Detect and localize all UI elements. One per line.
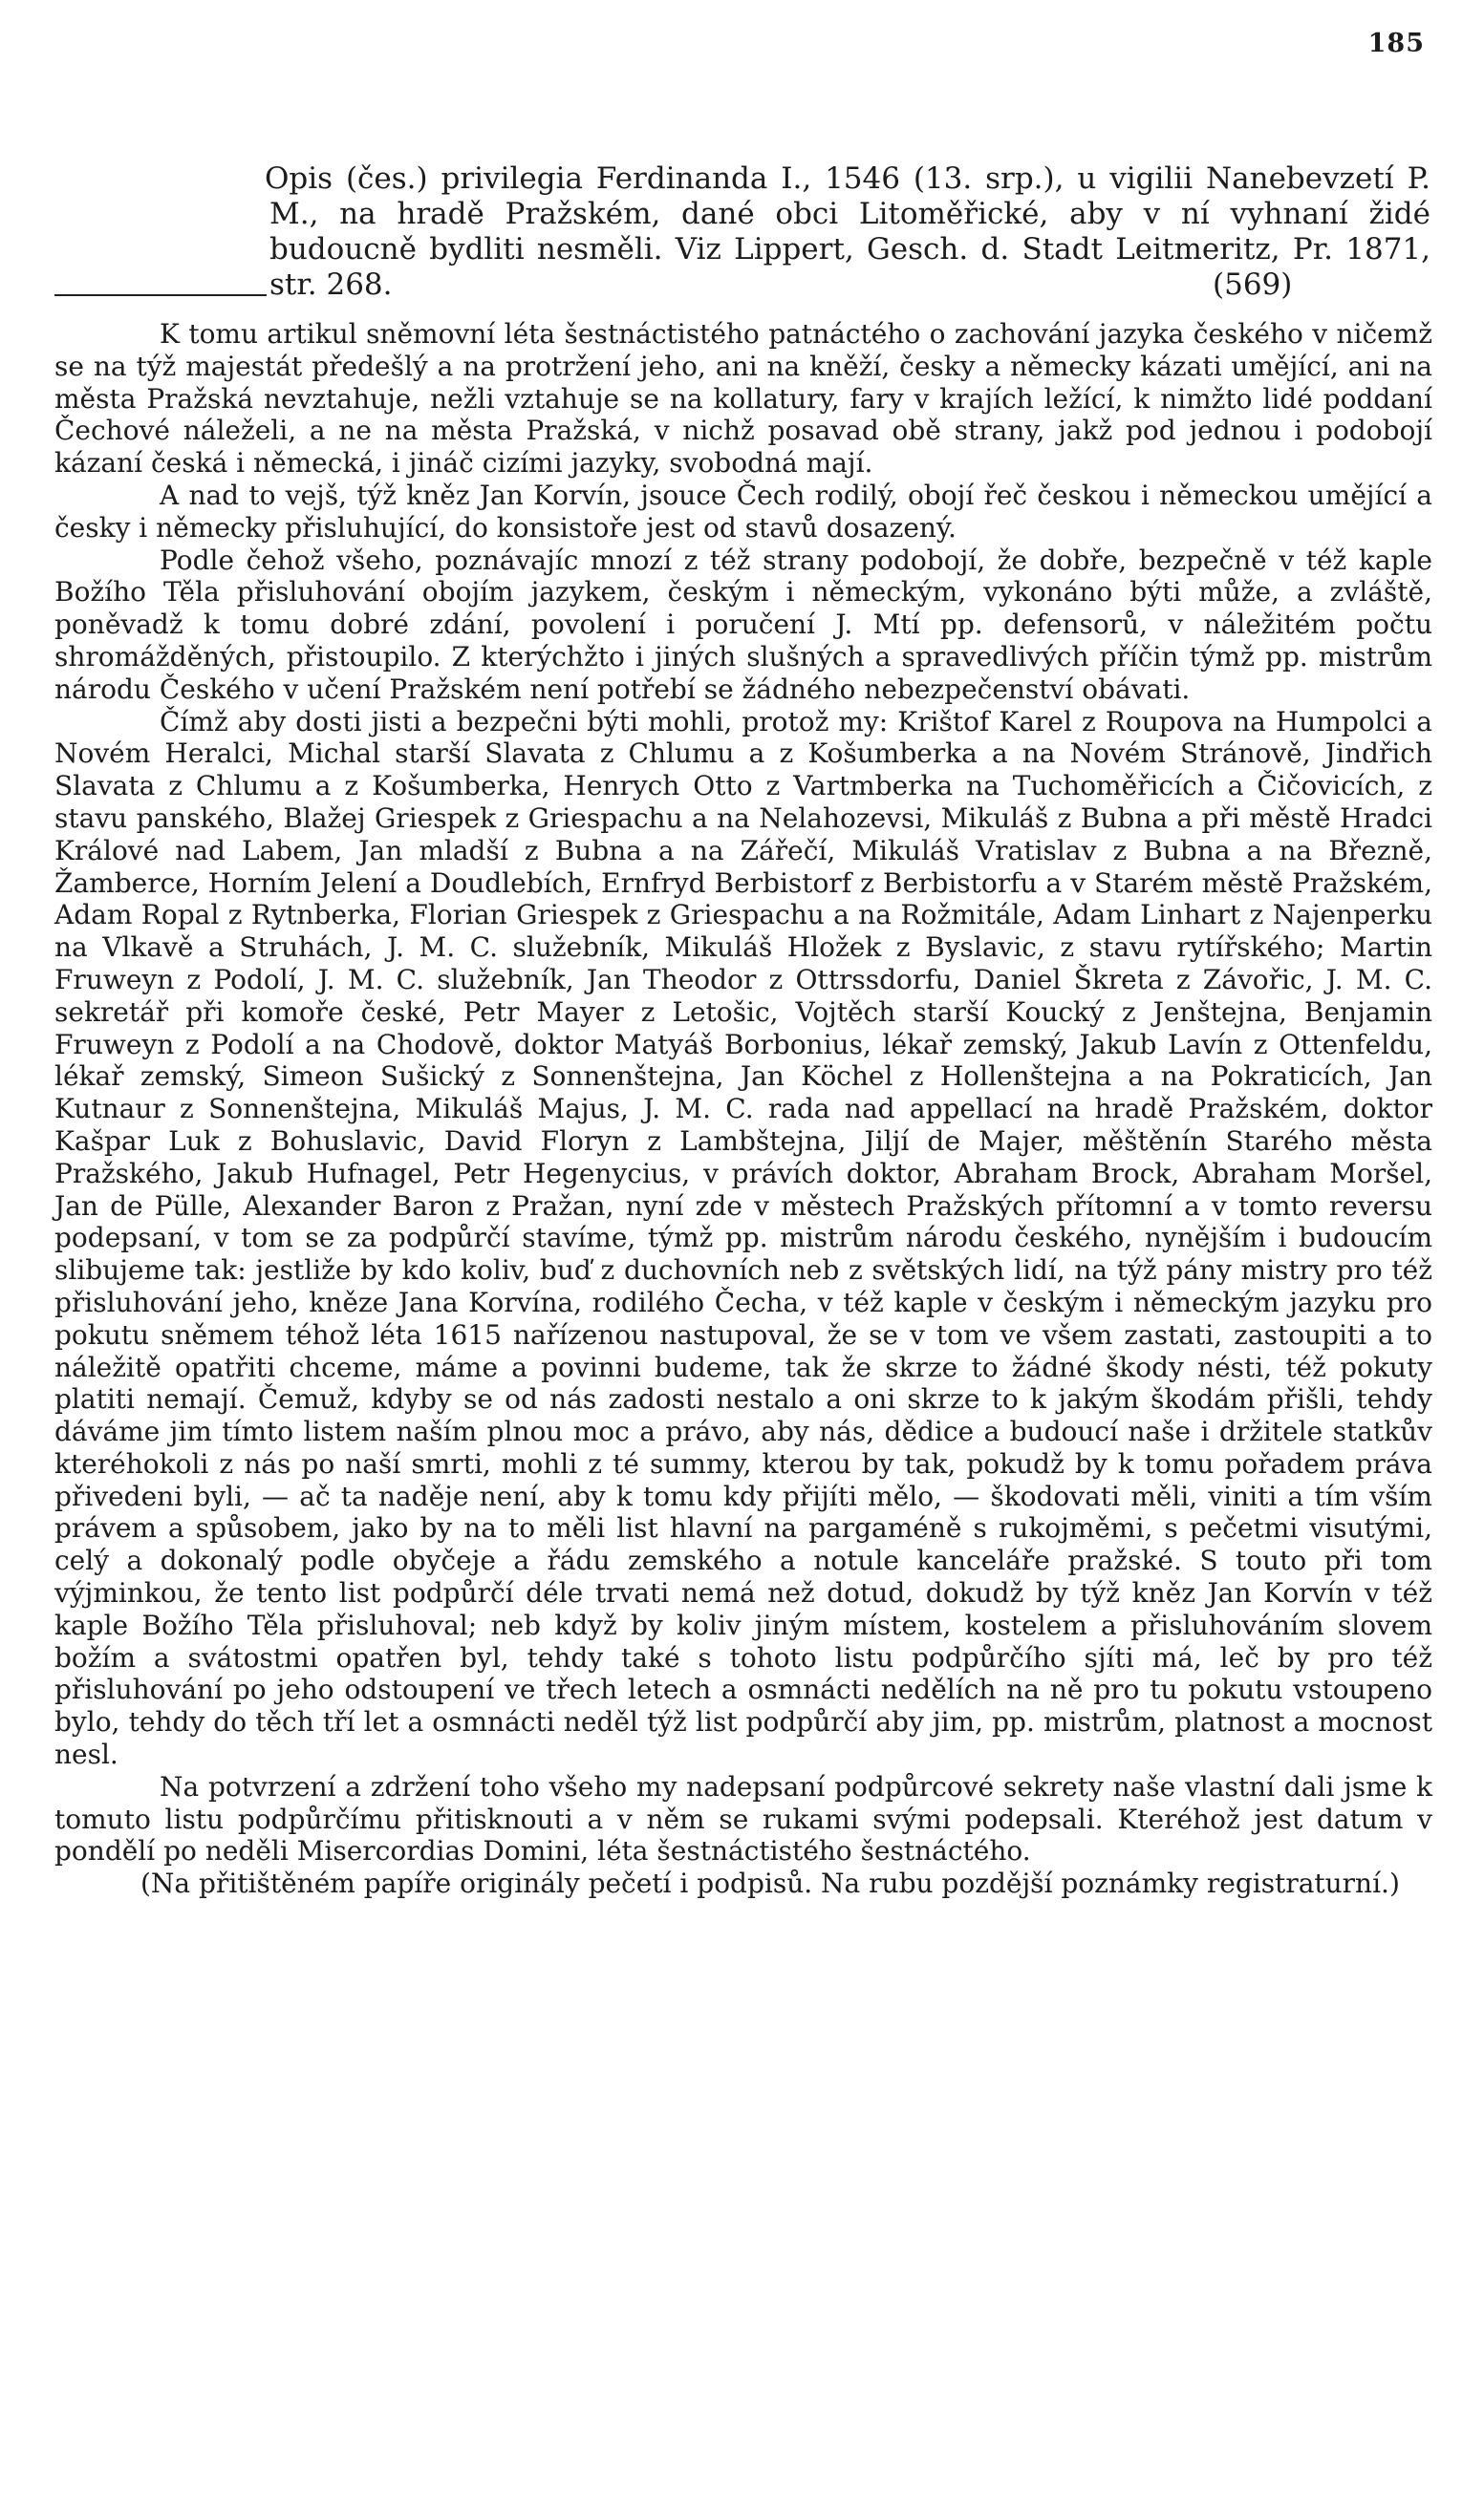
document-body — [54, 318, 1432, 1900]
entry-regest-paragraph: Opis (čes.) privilegia Ferdinanda I., 1546 (13. srp.), u vigilii Nanebevzetí P. M., na hradě Pražském, dané obci Litoměřické, aby v ní vyhnaní židé budoucně bydliti nesměli. Viz Lippert, Gesch. d. Stadt Leitmeritz, Pr. 1871, str. 268. (569) — [54, 161, 1430, 303]
entry-header — [54, 132, 1430, 332]
paragraph-korvin-appointment: A nad to vejš, týž kněz Jan Korvín, jsouce Čech rodilý, obojí řeč českou i německou umějící a česky i německy přisluhující, do konsistoře jest od stavů dosazený. — [54, 479, 1432, 544]
paragraph-language-article: K tomu artikul sněmovní léta šestnáctistého patnáctého o zachování jazyka českého v ničemž se na týž majestát předešlý a na protržení jeho, ani na kněží, česky a německy kázati umějící, ani na města Pražská nevztahuje, nežli vztahuje se na kollatury, fary v krajích ležící, k nimžto lidé poddaní Čechové náleželi, a ne na města Pražská, v nichž posavad obě strany, jakž pod jednou i podobojí kázaní česká i německá, i jináč cizími jazyky, svobodná mají. — [54, 318, 1432, 480]
entry-regest: Opis (čes.) privilegia Ferdinanda I., 1546 (13. srp.), u vigilii Nanebevzetí P. M., na hradě Pražském, dané obci Litoměřické, aby v ní vyhnaní židé budoucně bydliti nesměli. Viz Lippert, Gesch. d. Stadt Leitmeritz, Pr. 1871, str. 268. — [265, 161, 1430, 302]
paragraph-reasons: Podle čehož všeho, poznávajíc mnozí z též strany podobojí, že dobře, bezpečně v též kaple Božího Těla přisluhování obojím jazykem, českým i německým, vykonáno býti může, a zvláště, poněvadž k tomu dobré zdání, povolení i poručení J. Mtí pp. defensorů, v náležitém počtu shromážděných, přistoupilo. Z kterýchžto i jiných slušných a spravedlivých příčin týmž pp. mistrům národu Českého v učení Pražském není potřebí se žádného nebezpečenství obávati. — [54, 544, 1432, 705]
section-divider — [54, 294, 267, 296]
closing-note: (Na přitištěném papíře originály pečetí i podpisů. Na rubu pozdější poznámky registraturní.) — [140, 1868, 1400, 1900]
page-number: 185 — [1367, 29, 1425, 58]
paragraph-guarantors: Čímž aby dosti jisti a bezpečni býti mohli, protož my: Krištof Karel z Roupova na Humpolci a Novém Heralci, Michal starší Slavata z Chlumu a z Košumberka a na Novém Stránově, Jindřich Slavata z Chlumu a z Košumberka, Henrych Otto z Vartmberka na Tuchoměřicích a Čičovicích, z stavu panského, Blažej Griespek z Griespachu a na Nelahozevsi, Mikuláš z Bubna a při městě Hradci Králové nad Labem, Jan mladší z Bubna a na Zářečí, Mikuláš Vratislav z Bubna a na Březně, Žamberce, Horním Jelení a Doudlebích, Ernfryd Berbistorf z Berbistorfu a v Starém městě Pražském, Adam Ropal z Rytnberka, Florian Griespek z Griespachu a na Rožmitále, Adam Linhart z Najenperku na Vlkavě a Struhách, J. M. C. služebník, Mikuláš Hložek z Byslavic, z stavu rytířského; Martin Fruweyn z Podolí, J. M. C. služebník, Jan Theodor z Ottrssdorfu, Daniel Škreta z Závořic, J. M. C. sekretář při komoře české, Petr Mayer z Letošic, Vojtěch starší Koucký z Jenštejna, Benjamin Fruweyn z Podolí a na Chodově, doktor Matyáš Borbonius, lékař zemský, Jakub Lavín z Ottenfeldu, lékař zemský, Simeon Sušický z Sonnenštejna, Jan Köchel z Hollenštejna a na Pokraticích, Jan Kutnaur z Sonnenštejna, Mikuláš Majus, J. M. C. rada nad appellací na hradě Pražském, doktor Kašpar Luk z Bohuslavic, David Floryn z Lambštejna, Jiljí de Majer, měštěnín Starého města Pražského, Jakub Hufnagel, Petr Hegenycius, v právích doktor, Abraham Brock, Abraham Moršel, Jan de Pülle, Alexander Baron z Pražan, nyní zde v městech Pražských přítomní a v tomto reversu podepsaní, v tom se za podpůrčí stavíme, týmž pp. mistrům národu českého, nynějším i budoucím slibujeme tak: jestliže by kdo koliv, buď z duchovních neb z světských lidí, na týž pány mistry pro též přisluhování jeho, kněze Jana Korvína, rodilého Čecha, v též kaple v českým i německým jazyku pro pokutu sněmem téhož léta 1615 nařízenou nastupoval, že se v tom ve všem zastati, zastoupiti a to náležitě opatřiti chceme, máme a povinni budeme, tak že skrze to žádné škody nésti, též pokuty platiti nemají. Čemuž, kdyby se od nás zadosti nestalo a oni skrze to k jakým škodám přišli, tehdy dáváme jim tímto listem naším plnou moc a právo, aby nás, dědice a budoucí naše i držitele statkův kteréhokoli z nás po naší smrti, mohli z té summy, kterou by tak, pokudž by k tomu pořadem práva přivedeni byli, — ač ta naděje není, aby k tomu kdy přijíti mělo, — škodovati měli, viniti a tím vším právem a spůsobem, jako by na to měli list hlavní na pargaméně s rukojměmi, s pečetmi visutými, celý a dokonalý podle obyčeje a řádu zemského a notule kanceláře pražské. S touto při tom výjminkou, že tento list podpůrčí déle trvati nemá než dotud, dokudž by týž kněz Jan Korvín v též kaple Božího Těla přisluhoval; neb když by koliv jiným místem, kostelem a přisluhováním slovem božím a svátostmi opatřen byl, tehdy také s tohoto listu podpůrčího sjíti má, leč by pro též přisluhování po jeho odstoupení ve třech letech a osmnácti nedělích na ně pro tu pokutu vstoupeno bylo, tehdy do těch tří let a osmnácti neděl týž list podpůrčí aby jim, pp. mistrům, platnost a mocnost nesl. — [54, 705, 1432, 1771]
paragraph-seals: Na potvrzení a zdržení toho všeho my nadepsaní podpůrcové sekrety naše vlastní dali jsme k tomuto listu podpůrčímu přitisknouti a v něm se rukami svými podepsali. Kteréhož jest datum v pondělí po neděli Misercordias Domini, léta šestnáctistého šestnáctého. — [54, 1770, 1432, 1868]
entry-number — [47, 161, 265, 197]
